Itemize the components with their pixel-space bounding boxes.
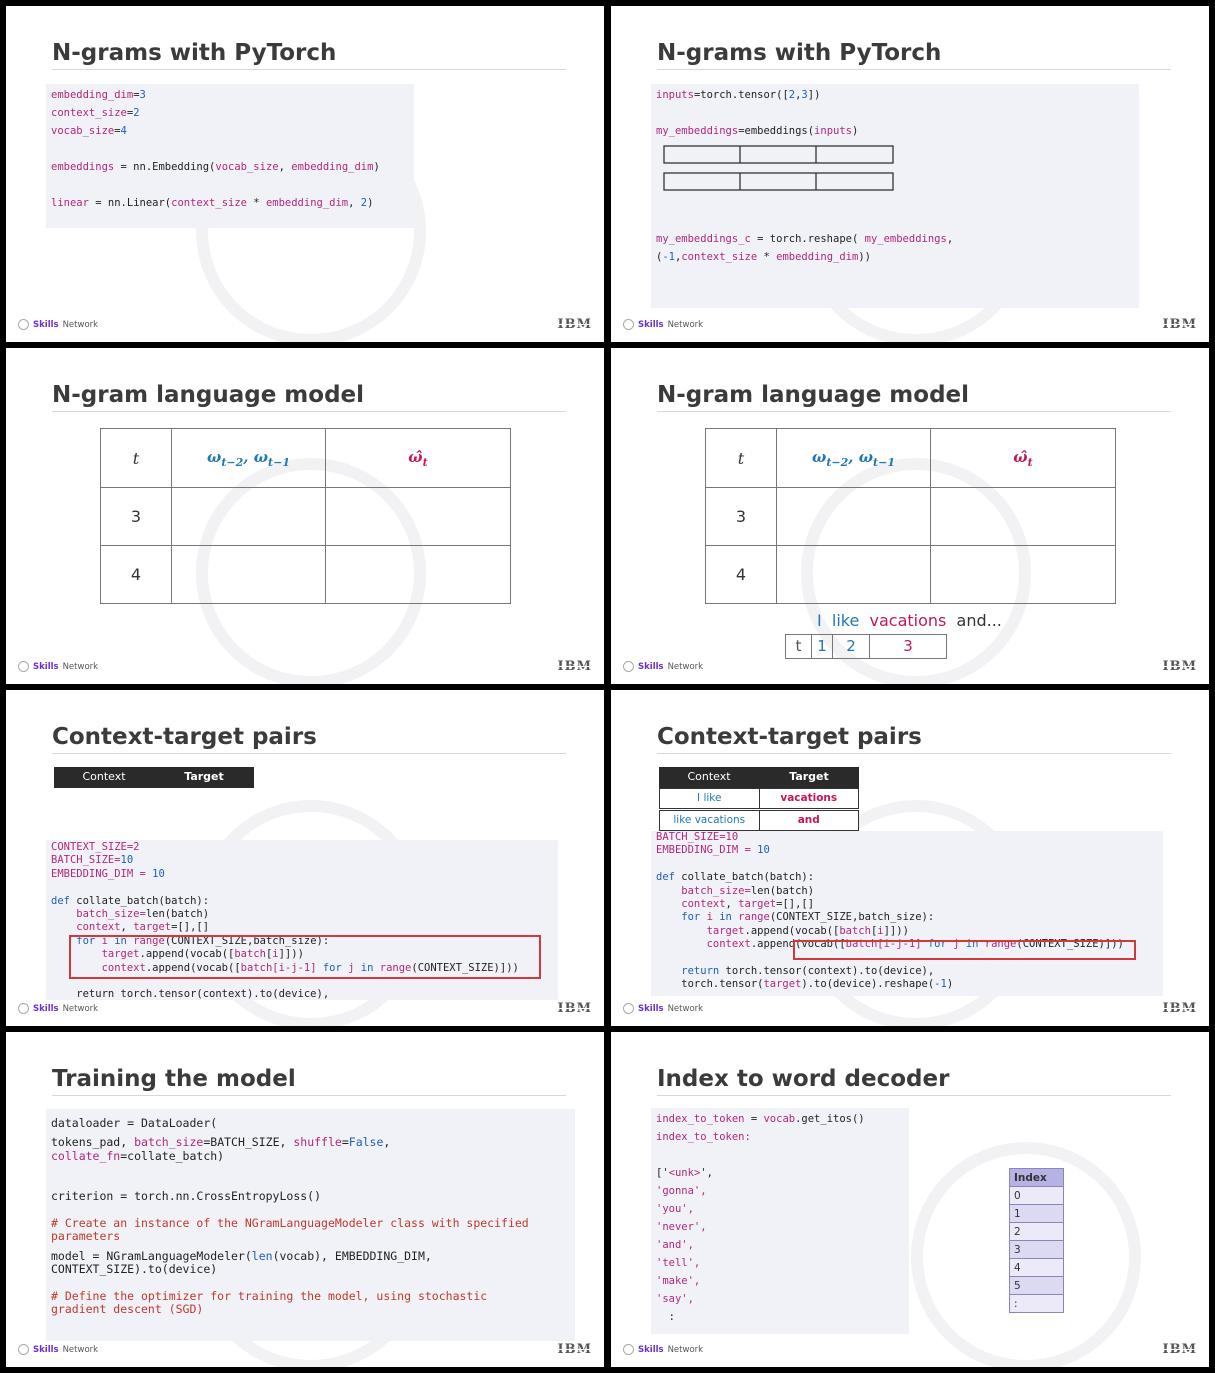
index-cell: 4	[1010, 1259, 1064, 1277]
index-cell: 1	[1010, 1205, 1064, 1223]
skills-network-icon	[18, 1344, 29, 1355]
context-target-row: I like vacations	[659, 788, 859, 809]
row-t-value: 3	[706, 488, 777, 546]
ibm-logo: IBM	[1162, 659, 1197, 674]
index-table	[1009, 1168, 1064, 1313]
context-target-row: like vacations and	[659, 810, 859, 831]
ibm-logo: IBM	[557, 317, 592, 332]
highlight-box	[793, 940, 1136, 960]
index-cell: :	[1010, 1295, 1064, 1313]
header-context: $\omega_{t-2}$, $\omega_{t-1}$	[777, 429, 931, 488]
ibm-logo: IBM	[557, 1342, 592, 1357]
slide-training-the-model	[6, 1032, 604, 1367]
skills-network-logo: Skills Network	[18, 1344, 98, 1355]
context-target-header: Context Target	[659, 767, 859, 788]
skills-network-icon	[623, 661, 634, 672]
highlight-box	[69, 935, 541, 979]
code-block: CONTEXT_SIZE=2 BATCH_SIZE=10 EMBEDDING_DIM = 10 def collate_batch(batch): batch_size=len(batch) context, target=[],[] for i in range(CONTEXT_SIZE,batch_size): target.append(vocab([batch[i]])) context.append(vocab([batch[i-j-1] for j in range(CONTEXT_SIZE)])) return torch.tensor(context).to(device),	[46, 840, 558, 1000]
ibm-logo: IBM	[1162, 1001, 1197, 1016]
ngram-table	[705, 428, 1116, 604]
slide-title: N-grams with PyTorch	[657, 40, 1171, 70]
slide-ngrams-pytorch-1	[6, 6, 604, 342]
slide-index-to-word-decoder	[611, 1032, 1209, 1367]
index-cell: 2	[1010, 1223, 1064, 1241]
index-header: Index	[1010, 1169, 1064, 1187]
code-block: embedding_dim=3 context_size=2 vocab_size=4 embeddings = nn.Embedding(vocab_size, embedding_dim) linear = nn.Linear(context_size * embedding_dim, 2)	[46, 84, 414, 228]
header-t: t	[101, 429, 172, 488]
skills-network-icon	[18, 1003, 29, 1014]
slide-title: Context-target pairs	[657, 724, 1171, 754]
ngram-table	[100, 428, 511, 604]
skills-network-icon	[18, 319, 29, 330]
skills-network-icon	[623, 1344, 634, 1355]
skills-network-icon	[623, 319, 634, 330]
ibm-logo: IBM	[1162, 317, 1197, 332]
index-cell: 0	[1010, 1187, 1064, 1205]
slide-ngram-language-model-2	[611, 348, 1209, 684]
skills-network-logo: Skills Network	[623, 1344, 703, 1355]
slide-title: Training the model	[52, 1066, 566, 1096]
ibm-logo: IBM	[557, 659, 592, 674]
skills-network-logo: Skills Network	[623, 1003, 703, 1014]
header-context: $\omega_{t-2}$, $\omega_{t-1}$	[172, 429, 326, 488]
skills-network-logo: Skills Network	[18, 1003, 98, 1014]
slide-title: N-gram language model	[657, 382, 1171, 412]
slide-ngrams-pytorch-2	[611, 6, 1209, 342]
code-block: BATCH_SIZE=10 EMBEDDING_DIM = 10 def collate_batch(batch): batch_size=len(batch) context, target=[],[] for i in range(CONTEXT_SIZE,batch_size): target.append(vocab([batch[i]])) context.append(vocab([batch[i-j-1] for j in range(CONTEXT_SIZE)])) return torch.tensor(context).to(device), torch.tensor(target).to(device).reshape(-1)	[651, 831, 1163, 996]
skills-network-logo: Skills Network	[18, 319, 98, 330]
header-t: t	[706, 429, 777, 488]
index-row: t 1 2 3	[785, 634, 947, 659]
index-cell: 3	[1010, 1241, 1064, 1259]
header-prediction: $\omegâ_t$	[326, 429, 511, 488]
slide-title: N-gram language model	[52, 382, 566, 412]
index-cell: 5	[1010, 1277, 1064, 1295]
skills-network-icon	[18, 661, 29, 672]
skills-network-logo: Skills Network	[623, 661, 703, 672]
code-block: index_to_token = vocab.get_itos() index_to_token: ['<unk>', 'gonna', 'you', 'never', 'and', 'tell', 'make', 'say', :	[651, 1108, 909, 1334]
example-sentence: I like vacations and...	[817, 611, 1002, 630]
slide-context-target-1	[6, 690, 604, 1026]
slide-ngram-language-model-1	[6, 348, 604, 684]
ibm-logo: IBM	[557, 1001, 592, 1016]
skills-network-logo: Skills Network	[18, 661, 98, 672]
slide-title: N-grams with PyTorch	[52, 40, 566, 70]
slide-title: Index to word decoder	[657, 1066, 1171, 1096]
header-prediction: $\omegâ_t$	[931, 429, 1116, 488]
embedding-matrix-diagram	[663, 144, 899, 194]
row-t-value: 4	[706, 546, 777, 604]
code-block: dataloader = DataLoader( tokens_pad, batch_size=BATCH_SIZE, shuffle=False, collate_fn=collate_batch) criterion = torch.nn.CrossEntropyLoss() # Create an instance of the NGramLanguageModeler class with specified parameters model = NGramLanguageModeler(len(vocab), EMBEDDING_DIM, CONTEXT_SIZE).to(device) # Define the optimizer for training the model, using stochastic gradient descent (SGD)	[46, 1109, 575, 1341]
code-block: inputs=torch.tensor([2,3]) my_embeddings=embeddings(inputs) my_embeddings_c = torch.reshape( my_embeddings, (-1,context_size * embedding_dim))	[651, 84, 1139, 308]
skills-network-icon	[623, 1003, 634, 1014]
slide-title: Context-target pairs	[52, 724, 566, 754]
slide-context-target-2	[611, 690, 1209, 1026]
skills-network-logo: Skills Network	[623, 319, 703, 330]
context-target-header: Context Target	[54, 767, 254, 788]
row-t-value: 4	[101, 546, 172, 604]
row-t-value: 3	[101, 488, 172, 546]
ibm-logo: IBM	[1162, 1342, 1197, 1357]
